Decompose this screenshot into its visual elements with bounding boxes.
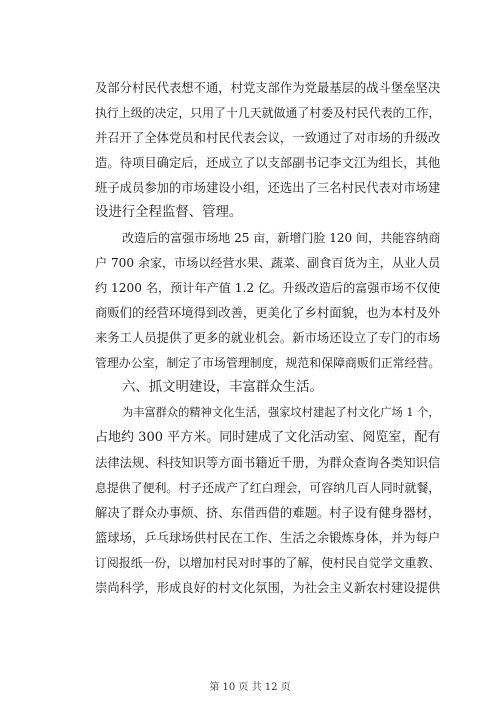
text-line: 商贩们的经营环境得到改善，更美化了乡村面貌，也为本村及外 (95, 306, 441, 320)
text-line: 设进行全程监督、管理。 (95, 205, 243, 220)
section-heading: 六、抓文明建设，丰富群众生活。 (122, 380, 323, 395)
text-line: 管理办公室，制定了市场管理制度，规范和保障商贩们正常经营。 (95, 356, 441, 370)
text-line: 为丰富群众的精神文化生活，强家坟村建起了村文化广场 1 个， (122, 406, 440, 419)
text-line: 造。待项目确定后，还成立了以支部副书记李文江为组长，其他 (95, 156, 441, 170)
text-line: 户 700 余家，市场以经营水果、蔬菜、副食百货为主，从业人员 (95, 256, 441, 270)
text-line: 解决了群众办事烦、挤、东借西借的难题。村子设有健身器材， (95, 506, 441, 520)
text-line: 及部分村民代表想不通，村党支部作为党最基层的战斗堡垒坚决 (95, 81, 441, 95)
text-line: 班子成员参加的市场建设小组，还选出了三名村民代表对市场建 (95, 181, 441, 195)
text-line: 改造后的富强市场地 25 亩，新增门脸 120 间，共能容纳商 (122, 231, 441, 245)
page-number-footer: 第 10 页 共 12 页 (209, 682, 291, 693)
text-line: 并召开了全体党员和村民代表会议，一致通过了对市场的升级改 (95, 131, 441, 145)
text-line: 来务工人员提供了更多的就业机会。新市场还设立了专门的市场 (95, 331, 441, 345)
text-line: 订阅报纸一份，以增加村民对时事的了解，使村民自觉学文重教、 (95, 556, 441, 570)
text-line: 息提供了便利。村子还成产了红白理会，可容纳几百人同时就餐， (95, 481, 441, 495)
text-line: 占地约 300 平方米。同时建成了文化活动室、阅览室，配有 (95, 430, 441, 445)
text-line: 法律法规、科技知识等方面书籍近千册，为群众查询各类知识信 (95, 456, 441, 470)
text-line: 约 1200 名，预计年产值 1.2 亿。升级改造后的富强市场不仅使 (95, 281, 441, 295)
text-line: 崇尚科学，形成良好的村文化氛围，为社会主义新农村建设提供 (95, 581, 441, 595)
text-line: 执行上级的决定，只用了十几天就做通了村委及村民代表的工作， (95, 106, 441, 120)
text-line: 篮球场，乒乓球场供村民在工作、生活之余锻炼身体，并为每户 (95, 531, 441, 545)
